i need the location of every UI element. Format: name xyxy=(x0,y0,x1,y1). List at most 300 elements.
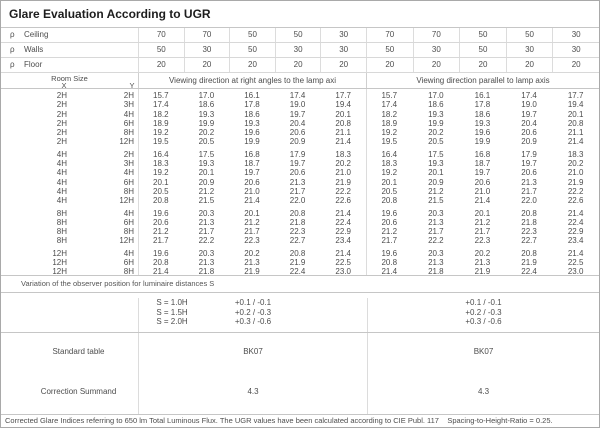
ugr-value-cell: 21.9 xyxy=(244,267,260,277)
ugr-value-cell: 20.8 xyxy=(289,208,306,218)
ugr-value-cell: 18.6 xyxy=(474,109,491,119)
ugr-value-cell: 19.6 xyxy=(381,208,398,218)
ugr-value-cell: 15.7 xyxy=(381,91,398,100)
variation-left-block xyxy=(138,298,367,332)
ugr-value-cell: 21.1 xyxy=(567,128,584,138)
ugr-value-cell: 21.3 xyxy=(428,217,444,227)
ugr-value-cell: 19.7 xyxy=(474,168,491,178)
room-y-cell: 8H xyxy=(123,267,134,277)
ugr-value-cell: 20.6 xyxy=(289,128,306,138)
ugr-value-cell: 21.2 xyxy=(153,227,169,237)
ugr-value-cell: 20.9 xyxy=(198,177,215,187)
ugr-value-cell: 19.5 xyxy=(381,137,398,147)
correction-summand-row xyxy=(1,369,599,415)
reflectance-value-cell: 30 xyxy=(506,43,553,57)
ugr-value-cell: 20.6 xyxy=(521,168,537,178)
table-row xyxy=(1,150,599,159)
ugr-value-cell: 22.4 xyxy=(567,217,584,227)
ugr-value-cell: 21.2 xyxy=(244,217,260,227)
ugr-value-cell: 20.1 xyxy=(567,109,584,119)
column-header-row xyxy=(1,73,599,89)
reflectance-label xyxy=(1,28,138,42)
room-x-cell: 4H xyxy=(56,196,67,206)
reflectance-value-cell: 50 xyxy=(459,43,506,57)
room-x-cell: 12H xyxy=(52,267,67,277)
ugr-value-cell: 18.3 xyxy=(153,159,169,169)
reflectance-value-cell: 20 xyxy=(459,58,506,72)
ugr-value-cell: 20.1 xyxy=(428,168,444,178)
ugr-value-cell: 20.8 xyxy=(381,258,398,268)
ugr-value-cell: 20.5 xyxy=(198,137,215,147)
ugr-value-cell: 18.6 xyxy=(198,100,215,110)
correction-summand-left-value: 4.3 xyxy=(138,369,367,414)
room-x-cell: 12H xyxy=(52,258,67,268)
ugr-value-cell: 20.8 xyxy=(567,118,584,128)
ugr-value-cell: 22.7 xyxy=(521,236,537,246)
reflectance-value-cell: 30 xyxy=(552,43,599,57)
room-size-group xyxy=(1,150,599,206)
ugr-value-cell: 16.4 xyxy=(381,149,398,159)
room-y-cell: 12H xyxy=(119,137,134,147)
variation-distance-label: S = 1.5H xyxy=(156,307,188,317)
ugr-value-cell: 19.0 xyxy=(289,100,306,110)
divider-blocks xyxy=(366,89,367,275)
ugr-value-cell: 20.4 xyxy=(521,118,537,128)
ugr-value-cell: 20.9 xyxy=(521,137,537,147)
ugr-value-cell: 20.8 xyxy=(153,258,169,268)
room-size-header xyxy=(1,73,138,88)
table-row xyxy=(1,168,599,177)
ugr-value-cell: 20.8 xyxy=(153,196,169,206)
ugr-value-cell: 18.9 xyxy=(381,118,398,128)
room-x-cell: 4H xyxy=(56,159,67,169)
ugr-value-cell: 18.6 xyxy=(244,109,260,119)
ugr-value-cell: 19.6 xyxy=(153,248,169,258)
room-y-cell: 2H xyxy=(123,91,134,100)
ugr-value-cell: 18.9 xyxy=(153,118,169,128)
ugr-value-cell: 21.3 xyxy=(474,258,491,268)
ugr-value-cell: 18.6 xyxy=(428,100,444,110)
ugr-value-cell: 20.6 xyxy=(289,168,306,178)
ugr-value-cell: 21.1 xyxy=(335,128,351,138)
ugr-value-cell: 20.1 xyxy=(474,208,491,218)
ugr-value-cell: 19.7 xyxy=(244,168,260,178)
ugr-value-cell: 22.4 xyxy=(335,217,351,227)
variation-caption: Variation of the observer position for luminaire distances S xyxy=(1,276,599,293)
left-block-header: Viewing direction at right angles to the lamp axi xyxy=(138,73,366,88)
ugr-value-cell: 22.5 xyxy=(335,258,351,268)
correction-summand-label: Correction Summand xyxy=(40,387,117,396)
ugr-value-cell: 21.2 xyxy=(198,186,215,196)
ugr-value-cell: 20.6 xyxy=(474,177,491,187)
reflectance-value-cell: 70 xyxy=(138,28,184,42)
table-row xyxy=(1,100,599,109)
ugr-value-cell: 22.2 xyxy=(335,186,351,196)
reflectance-value-cell: 50 xyxy=(506,28,553,42)
ugr-value-cell: 20.9 xyxy=(428,177,444,187)
standard-table-right-value: BK07 xyxy=(367,333,599,369)
reflectance-value-cell: 20 xyxy=(138,58,184,72)
room-size-group xyxy=(1,249,599,277)
room-y-cell: 4H xyxy=(123,109,134,119)
variation-right-value: +0.3 / -0.6 xyxy=(465,317,502,326)
ugr-value-cell: 21.5 xyxy=(428,196,444,206)
ugr-value-cell: 21.4 xyxy=(567,248,584,258)
ugr-value-cell: 21.9 xyxy=(474,267,491,277)
reflectance-value-cell: 20 xyxy=(552,58,599,72)
ugr-value-cell: 17.7 xyxy=(335,91,351,100)
reflectance-header-rows xyxy=(1,28,599,73)
ugr-value-cell: 21.0 xyxy=(474,186,491,196)
ugr-value-cell: 21.8 xyxy=(289,217,306,227)
ugr-value-cell: 20.6 xyxy=(153,217,169,227)
ugr-value-cell: 21.8 xyxy=(521,217,537,227)
ugr-value-cell: 21.4 xyxy=(567,137,584,147)
ugr-value-cell: 18.7 xyxy=(474,159,491,169)
ugr-value-cell: 21.0 xyxy=(567,168,584,178)
ugr-value-cell: 20.8 xyxy=(521,208,537,218)
data-groups xyxy=(1,91,599,277)
ugr-value-cell: 20.5 xyxy=(381,186,398,196)
ugr-value-cell: 22.5 xyxy=(567,258,584,268)
ugr-value-cell: 20.2 xyxy=(474,248,491,258)
variation-left-value: +0.1 / -0.1 xyxy=(234,298,272,307)
ugr-value-cell: 19.3 xyxy=(428,109,444,119)
table-row xyxy=(1,258,599,267)
ugr-value-cell: 19.3 xyxy=(474,118,491,128)
room-x-cell: 8H xyxy=(56,227,67,237)
ugr-value-cell: 17.8 xyxy=(244,100,260,110)
ugr-value-cell: 17.5 xyxy=(198,149,215,159)
room-y-cell: 4H xyxy=(123,208,134,218)
ugr-value-cell: 20.8 xyxy=(381,196,398,206)
variation-left-value: +0.2 / -0.3 xyxy=(234,307,272,317)
reflectance-value-cell: 30 xyxy=(413,43,460,57)
ugr-value-cell: 21.2 xyxy=(428,186,444,196)
table-row xyxy=(1,119,599,128)
reflectance-value-cell: 20 xyxy=(275,58,321,72)
ugr-value-cell: 21.4 xyxy=(244,196,260,206)
ugr-value-cell: 19.4 xyxy=(567,100,584,110)
ugr-value-cell: 22.2 xyxy=(567,186,584,196)
ugr-value-cell: 21.8 xyxy=(428,267,444,277)
ugr-value-cell: 16.4 xyxy=(153,149,169,159)
y-axis-label: Y xyxy=(129,81,135,90)
table-row xyxy=(1,110,599,119)
ugr-value-cell: 17.9 xyxy=(521,149,537,159)
reflectance-row xyxy=(1,58,599,73)
table-row xyxy=(1,218,599,227)
variation-right-value: +0.2 / -0.3 xyxy=(465,307,502,317)
standard-table-row xyxy=(1,333,599,369)
ugr-value-cell: 17.0 xyxy=(428,91,444,100)
reflectance-surface: Walls xyxy=(24,45,44,54)
ugr-value-cell: 21.7 xyxy=(289,186,306,196)
table-row xyxy=(1,91,599,100)
correction-summand-right-value: 4.3 xyxy=(367,369,599,414)
ugr-value-cell: 21.3 xyxy=(198,258,215,268)
ugr-value-cell: 19.2 xyxy=(153,128,169,138)
room-y-cell: 6H xyxy=(123,217,134,227)
ugr-value-cell: 19.9 xyxy=(244,137,260,147)
ugr-value-cell: 19.3 xyxy=(198,159,215,169)
room-y-cell: 3H xyxy=(123,100,134,110)
reflectance-value-cell: 20 xyxy=(229,58,275,72)
ugr-value-cell: 17.9 xyxy=(289,149,306,159)
room-y-cell: 6H xyxy=(123,177,134,187)
ugr-value-cell: 21.9 xyxy=(567,177,584,187)
room-x-cell: 4H xyxy=(56,168,67,178)
variation-right-value: +0.1 / -0.1 xyxy=(465,298,502,307)
ugr-value-cell: 19.6 xyxy=(244,128,260,138)
ugr-value-cell: 22.0 xyxy=(289,196,306,206)
ugr-value-cell: 20.3 xyxy=(428,248,444,258)
reflectance-surface: Floor xyxy=(24,60,43,69)
ugr-data-table xyxy=(1,89,599,276)
ugr-value-cell: 22.3 xyxy=(474,236,491,246)
page-title: Glare Evaluation According to UGR xyxy=(1,1,599,28)
ugr-value-cell: 19.3 xyxy=(428,159,444,169)
ugr-value-cell: 20.2 xyxy=(567,159,584,169)
ugr-value-cell: 18.3 xyxy=(335,149,351,159)
ugr-value-cell: 19.7 xyxy=(521,109,537,119)
ugr-value-cell: 19.3 xyxy=(198,109,215,119)
table-row xyxy=(1,227,599,236)
ugr-value-cell: 19.4 xyxy=(335,100,351,110)
ugr-value-cell: 18.2 xyxy=(381,109,398,119)
ugr-value-cell: 17.4 xyxy=(153,100,169,110)
ugr-value-cell: 21.9 xyxy=(335,177,351,187)
room-y-cell: 8H xyxy=(123,128,134,138)
room-size-group xyxy=(1,91,599,147)
room-y-cell: 6H xyxy=(123,258,134,268)
ugr-value-cell: 20.1 xyxy=(198,168,215,178)
ugr-value-cell: 20.2 xyxy=(335,159,351,169)
variation-line xyxy=(139,298,367,308)
ugr-value-cell: 17.4 xyxy=(289,91,306,100)
ugr-value-cell: 15.7 xyxy=(153,91,169,100)
room-x-cell: 8H xyxy=(56,236,67,246)
variation-empty-cell xyxy=(1,298,138,332)
ugr-value-cell: 16.8 xyxy=(244,149,260,159)
rho-symbol: ρ xyxy=(10,45,15,54)
ugr-value-cell: 22.9 xyxy=(335,227,351,237)
ugr-value-cell: 19.2 xyxy=(153,168,169,178)
ugr-value-cell: 17.0 xyxy=(198,91,215,100)
ugr-value-cell: 22.7 xyxy=(289,236,306,246)
reflectance-value-cell: 30 xyxy=(320,43,366,57)
reflectance-row xyxy=(1,28,599,43)
ugr-value-cell: 21.0 xyxy=(244,186,260,196)
room-size-group xyxy=(1,209,599,246)
ugr-value-cell: 18.7 xyxy=(244,159,260,169)
ugr-value-cell: 22.0 xyxy=(521,196,537,206)
ugr-value-cell: 22.9 xyxy=(567,227,584,237)
ugr-value-cell: 20.8 xyxy=(335,118,351,128)
variation-line xyxy=(139,317,367,327)
ugr-value-cell: 20.4 xyxy=(289,118,306,128)
reflectance-surface: Ceiling xyxy=(24,30,49,39)
reflectance-value-cell: 70 xyxy=(413,28,460,42)
ugr-value-cell: 23.4 xyxy=(567,236,584,246)
table-row xyxy=(1,187,599,196)
room-x-cell: 2H xyxy=(56,128,67,138)
ugr-value-cell: 21.7 xyxy=(244,227,260,237)
ugr-value-cell: 21.9 xyxy=(289,258,306,268)
reflectance-value-cell: 30 xyxy=(552,28,599,42)
room-size-label: Room Size xyxy=(51,74,88,83)
ugr-value-cell: 19.9 xyxy=(198,118,215,128)
reflectance-value-cell: 20 xyxy=(506,58,553,72)
ugr-value-cell: 19.3 xyxy=(244,118,260,128)
reflectance-value-cell: 70 xyxy=(366,28,413,42)
reflectance-value-cell: 30 xyxy=(275,43,321,57)
ugr-value-cell: 16.8 xyxy=(474,149,491,159)
reflectance-value-cell: 70 xyxy=(184,28,230,42)
ugr-value-cell: 22.3 xyxy=(521,227,537,237)
ugr-value-cell: 20.6 xyxy=(521,128,537,138)
ugr-value-cell: 21.3 xyxy=(198,217,215,227)
ugr-value-cell: 20.5 xyxy=(153,186,169,196)
ugr-value-cell: 21.3 xyxy=(244,258,260,268)
ugr-value-cell: 20.1 xyxy=(153,177,169,187)
room-x-cell: 8H xyxy=(56,208,67,218)
table-row xyxy=(1,137,599,146)
ugr-value-cell: 21.3 xyxy=(289,177,306,187)
ugr-value-cell: 22.6 xyxy=(335,196,351,206)
ugr-value-cell: 17.5 xyxy=(428,149,444,159)
reflectance-value-cell: 50 xyxy=(366,43,413,57)
ugr-value-cell: 20.8 xyxy=(521,248,537,258)
variation-distance-label: S = 2.0H xyxy=(156,317,188,326)
table-row xyxy=(1,236,599,245)
room-x-cell: 4H xyxy=(56,149,67,159)
ugr-value-cell: 21.7 xyxy=(198,227,215,237)
room-x-cell: 2H xyxy=(56,109,67,119)
ugr-value-cell: 19.7 xyxy=(521,159,537,169)
room-y-cell: 2H xyxy=(123,149,134,159)
ugr-value-cell: 21.7 xyxy=(521,186,537,196)
table-row xyxy=(1,267,599,276)
ugr-value-cell: 22.4 xyxy=(521,267,537,277)
room-y-cell: 4H xyxy=(123,168,134,178)
ugr-value-cell: 21.4 xyxy=(567,208,584,218)
ugr-value-cell: 18.3 xyxy=(567,149,584,159)
ugr-value-cell: 20.2 xyxy=(428,128,444,138)
ugr-value-cell: 19.7 xyxy=(289,159,306,169)
x-axis-label: X xyxy=(61,81,67,90)
ugr-value-cell: 21.4 xyxy=(381,267,398,277)
ugr-value-cell: 21.2 xyxy=(381,227,398,237)
ugr-value-cell: 16.1 xyxy=(244,91,260,100)
ugr-value-cell: 23.4 xyxy=(335,236,351,246)
reflectance-row xyxy=(1,43,599,58)
rho-symbol: ρ xyxy=(10,30,15,39)
ugr-value-cell: 21.4 xyxy=(474,196,491,206)
room-x-cell: 4H xyxy=(56,186,67,196)
table-row xyxy=(1,128,599,137)
room-x-cell: 2H xyxy=(56,137,67,147)
room-y-cell: 8H xyxy=(123,227,134,237)
ugr-value-cell: 21.4 xyxy=(335,248,351,258)
room-x-cell: 8H xyxy=(56,217,67,227)
ugr-value-cell: 17.4 xyxy=(381,100,398,110)
ugr-value-cell: 18.3 xyxy=(381,159,398,169)
room-x-cell: 12H xyxy=(52,248,67,258)
ugr-value-cell: 22.2 xyxy=(198,236,215,246)
ugr-value-cell: 17.7 xyxy=(567,91,584,100)
ugr-value-cell: 22.6 xyxy=(567,196,584,206)
observer-variation-rows xyxy=(1,293,599,333)
variation-left-value: +0.3 / -0.6 xyxy=(234,317,272,326)
ugr-value-cell: 20.2 xyxy=(244,248,260,258)
footer-note: Corrected Glare Indices referring to 650 lm Total Luminous Flux. The UGR values have been calculated according to CIE Publ. 117 Spacing-to-Height-Ratio = 0.25. xyxy=(5,416,553,425)
ugr-value-cell: 20.3 xyxy=(428,208,444,218)
ugr-value-cell: 20.6 xyxy=(381,217,398,227)
ugr-value-cell: 21.5 xyxy=(198,196,215,206)
ugr-value-cell: 20.8 xyxy=(289,248,306,258)
ugr-value-cell: 20.6 xyxy=(244,177,260,187)
right-block-header: Viewing direction parallel to lamp axis xyxy=(366,73,599,88)
variation-line xyxy=(139,308,367,318)
reflectance-value-cell: 50 xyxy=(459,28,506,42)
ugr-value-cell: 20.3 xyxy=(198,208,215,218)
ugr-value-cell: 21.0 xyxy=(335,168,351,178)
ugr-value-cell: 17.4 xyxy=(521,91,537,100)
ugr-value-cell: 19.6 xyxy=(381,248,398,258)
ugr-value-cell: 17.8 xyxy=(474,100,491,110)
ugr-value-cell: 21.3 xyxy=(521,177,537,187)
reflectance-value-cell: 50 xyxy=(229,28,275,42)
ugr-value-cell: 21.7 xyxy=(153,236,169,246)
ugr-value-cell: 20.9 xyxy=(289,137,306,147)
ugr-value-cell: 20.1 xyxy=(381,177,398,187)
room-y-cell: 12H xyxy=(119,196,134,206)
reflectance-value-cell: 50 xyxy=(229,43,275,57)
ugr-value-cell: 19.5 xyxy=(153,137,169,147)
ugr-value-cell: 19.9 xyxy=(428,118,444,128)
ugr-value-cell: 18.2 xyxy=(153,109,169,119)
ugr-value-cell: 21.4 xyxy=(335,137,351,147)
table-row xyxy=(1,196,599,205)
room-y-cell: 4H xyxy=(123,248,134,258)
ugr-value-cell: 21.4 xyxy=(335,208,351,218)
reflectance-value-cell: 20 xyxy=(366,58,413,72)
table-row xyxy=(1,209,599,218)
room-y-cell: 3H xyxy=(123,159,134,169)
ugr-value-cell: 22.4 xyxy=(289,267,306,277)
ugr-value-cell: 20.1 xyxy=(335,109,351,119)
reflectance-label xyxy=(1,43,138,57)
variation-distance-label: S = 1.0H xyxy=(156,298,188,307)
reflectance-value-cell: 30 xyxy=(184,43,230,57)
standard-table-label: Standard table xyxy=(52,346,105,356)
reflectance-value-cell: 30 xyxy=(320,28,366,42)
reflectance-value-cell: 20 xyxy=(413,58,460,72)
ugr-value-cell: 20.1 xyxy=(244,208,260,218)
table-row xyxy=(1,178,599,187)
variation-right-block xyxy=(367,298,599,332)
room-x-cell: 4H xyxy=(56,177,67,187)
ugr-value-cell: 19.6 xyxy=(474,128,491,138)
ugr-value-cell: 19.2 xyxy=(381,128,398,138)
ugr-value-cell: 19.2 xyxy=(381,168,398,178)
ugr-value-cell: 21.2 xyxy=(474,217,491,227)
ugr-value-cell: 19.9 xyxy=(474,137,491,147)
ugr-value-cell: 21.7 xyxy=(474,227,491,237)
room-y-cell: 12H xyxy=(119,236,134,246)
standard-table-left-value: BK07 xyxy=(138,333,367,369)
